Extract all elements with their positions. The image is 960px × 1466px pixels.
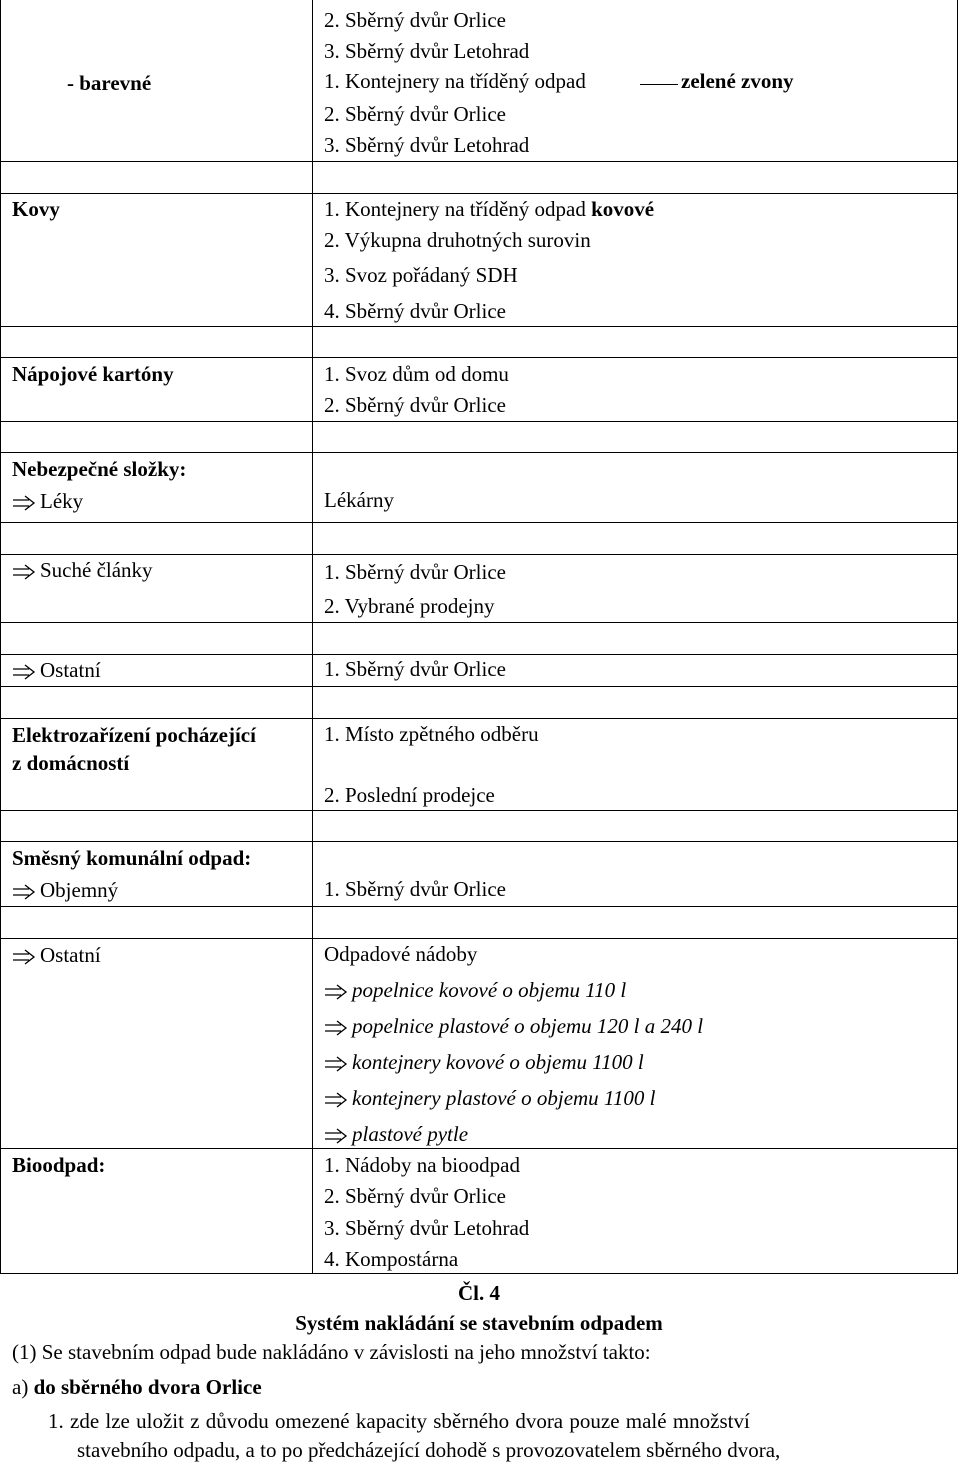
paragraph-line: 1. zde lze uložit z důvodu omezené kapacity sběrného dvora pouze malé množství xyxy=(48,1409,750,1433)
row-divider xyxy=(0,326,958,327)
sublabel-text: Léky xyxy=(40,489,84,513)
row-divider xyxy=(0,554,958,555)
cell-value: Lékárny xyxy=(324,488,394,512)
cell-value: 2. Sběrný dvůr Orlice xyxy=(324,393,506,417)
cell-value: 2. Poslední prodejce xyxy=(324,783,495,807)
cell-value: 3. Svoz pořádaný SDH xyxy=(324,263,518,287)
cell-value: 1. Kontejnery na tříděný odpad xyxy=(324,69,586,93)
row-sublabel xyxy=(12,489,83,513)
row-divider xyxy=(0,421,958,422)
container-list-item xyxy=(324,1050,644,1074)
container-list-item xyxy=(324,1086,655,1110)
row-divider xyxy=(0,1148,958,1149)
row-label-barevne: - barevné xyxy=(67,71,152,95)
row-divider xyxy=(0,193,958,194)
cell-value xyxy=(324,197,654,221)
row-divider xyxy=(0,718,958,719)
cell-value: 4. Sběrný dvůr Orlice xyxy=(324,299,506,323)
cell-value: 1. Svoz dům od domu xyxy=(324,362,509,386)
container-text: kontejnery kovové o objemu 1100 l xyxy=(352,1050,644,1074)
double-arrow-icon xyxy=(12,658,40,682)
double-arrow-icon xyxy=(12,943,40,967)
cell-text: 1. Kontejnery na tříděný odpad xyxy=(324,197,586,221)
container-list-item xyxy=(324,1014,703,1038)
cell-value: 2. Sběrný dvůr Orlice xyxy=(324,1184,506,1208)
cell-value: 3. Sběrný dvůr Letohrad xyxy=(324,1216,530,1240)
cell-value-bold: zelené zvony xyxy=(681,69,794,93)
row-label-elektro-cont: z domácností xyxy=(12,751,130,775)
row-label-smesny: Směsný komunální odpad: xyxy=(12,846,252,870)
double-arrow-icon xyxy=(324,1086,352,1110)
row-divider xyxy=(0,161,958,162)
row-divider xyxy=(0,622,958,623)
paragraph: (1) Se stavebním odpad bude nakládáno v závislosti na jeho množství takto: xyxy=(12,1340,651,1364)
container-text: kontejnery plastové o objemu 1100 l xyxy=(352,1086,656,1110)
list-item-text: do sběrného dvora Orlice xyxy=(33,1375,262,1399)
row-label-kovy: Kovy xyxy=(12,197,60,221)
list-marker: a) xyxy=(12,1375,29,1399)
cell-value: 1. Sběrný dvůr Orlice xyxy=(324,877,506,901)
sublabel-text: Ostatní xyxy=(40,658,101,682)
paragraph-line: stavebního odpadu, a to po předcházející dohodě s provozovatelem sběrného dvora, xyxy=(77,1438,781,1462)
container-text: popelnice kovové o objemu 110 l xyxy=(352,978,627,1002)
row-sublabel xyxy=(12,658,101,682)
container-text: plastové pytle xyxy=(352,1122,469,1146)
cell-value: Odpadové nádoby xyxy=(324,942,478,966)
row-divider xyxy=(0,686,958,687)
sublabel-text: Objemný xyxy=(40,878,119,902)
double-arrow-icon xyxy=(324,978,352,1002)
sublabel-text: Suché články xyxy=(40,558,153,582)
cell-value: 3. Sběrný dvůr Letohrad xyxy=(324,133,530,157)
cell-value: 4. Kompostárna xyxy=(324,1247,459,1271)
container-list-item xyxy=(324,978,626,1002)
table-bottom-border xyxy=(0,1273,958,1274)
dash xyxy=(640,84,678,85)
cell-value: 2. Sběrný dvůr Orlice xyxy=(324,102,506,126)
cell-value: 1. Sběrný dvůr Orlice xyxy=(324,560,506,584)
cell-value: 1. Místo zpětného odběru xyxy=(324,722,539,746)
double-arrow-icon xyxy=(12,489,40,513)
table-mid-border xyxy=(312,0,313,1274)
section-heading: Systém nakládání se stavebním odpadem xyxy=(295,1311,663,1335)
row-divider xyxy=(0,938,958,939)
cell-value: 2. Sběrný dvůr Orlice xyxy=(324,8,506,32)
article-number: Čl. 4 xyxy=(458,1281,500,1305)
row-sublabel xyxy=(12,558,153,582)
container-list-item xyxy=(324,1122,468,1146)
row-divider xyxy=(0,654,958,655)
row-label-bioodpad: Bioodpad: xyxy=(12,1153,106,1177)
row-divider xyxy=(0,452,958,453)
cell-value: 2. Vybrané prodejny xyxy=(324,594,495,618)
double-arrow-icon xyxy=(12,558,40,582)
cell-value: 1. Sběrný dvůr Orlice xyxy=(324,657,506,681)
row-sublabel xyxy=(12,943,101,967)
row-divider xyxy=(0,841,958,842)
container-text: popelnice plastové o objemu 120 l a 240 l xyxy=(352,1014,704,1038)
row-label-nebezpecne: Nebezpečné složky: xyxy=(12,457,187,481)
table-left-border xyxy=(0,0,1,1274)
double-arrow-icon xyxy=(12,878,40,902)
table-right-border xyxy=(957,0,958,1274)
double-arrow-icon xyxy=(324,1122,352,1146)
row-divider xyxy=(0,357,958,358)
sublabel-text: Ostatní xyxy=(40,943,101,967)
cell-value: 2. Výkupna druhotných surovin xyxy=(324,228,591,252)
row-divider xyxy=(0,522,958,523)
row-label-elektro: Elektrozařízení pocházející xyxy=(12,723,256,747)
row-divider xyxy=(0,906,958,907)
cell-value: 1. Nádoby na bioodpad xyxy=(324,1153,520,1177)
cell-text-bold: kovové xyxy=(591,197,655,221)
double-arrow-icon xyxy=(324,1050,352,1074)
cell-value: 3. Sběrný dvůr Letohrad xyxy=(324,39,530,63)
double-arrow-icon xyxy=(324,1014,352,1038)
row-divider xyxy=(0,810,958,811)
list-item-a xyxy=(12,1375,262,1399)
row-label-napojove: Nápojové kartóny xyxy=(12,362,174,386)
row-sublabel xyxy=(12,878,118,902)
